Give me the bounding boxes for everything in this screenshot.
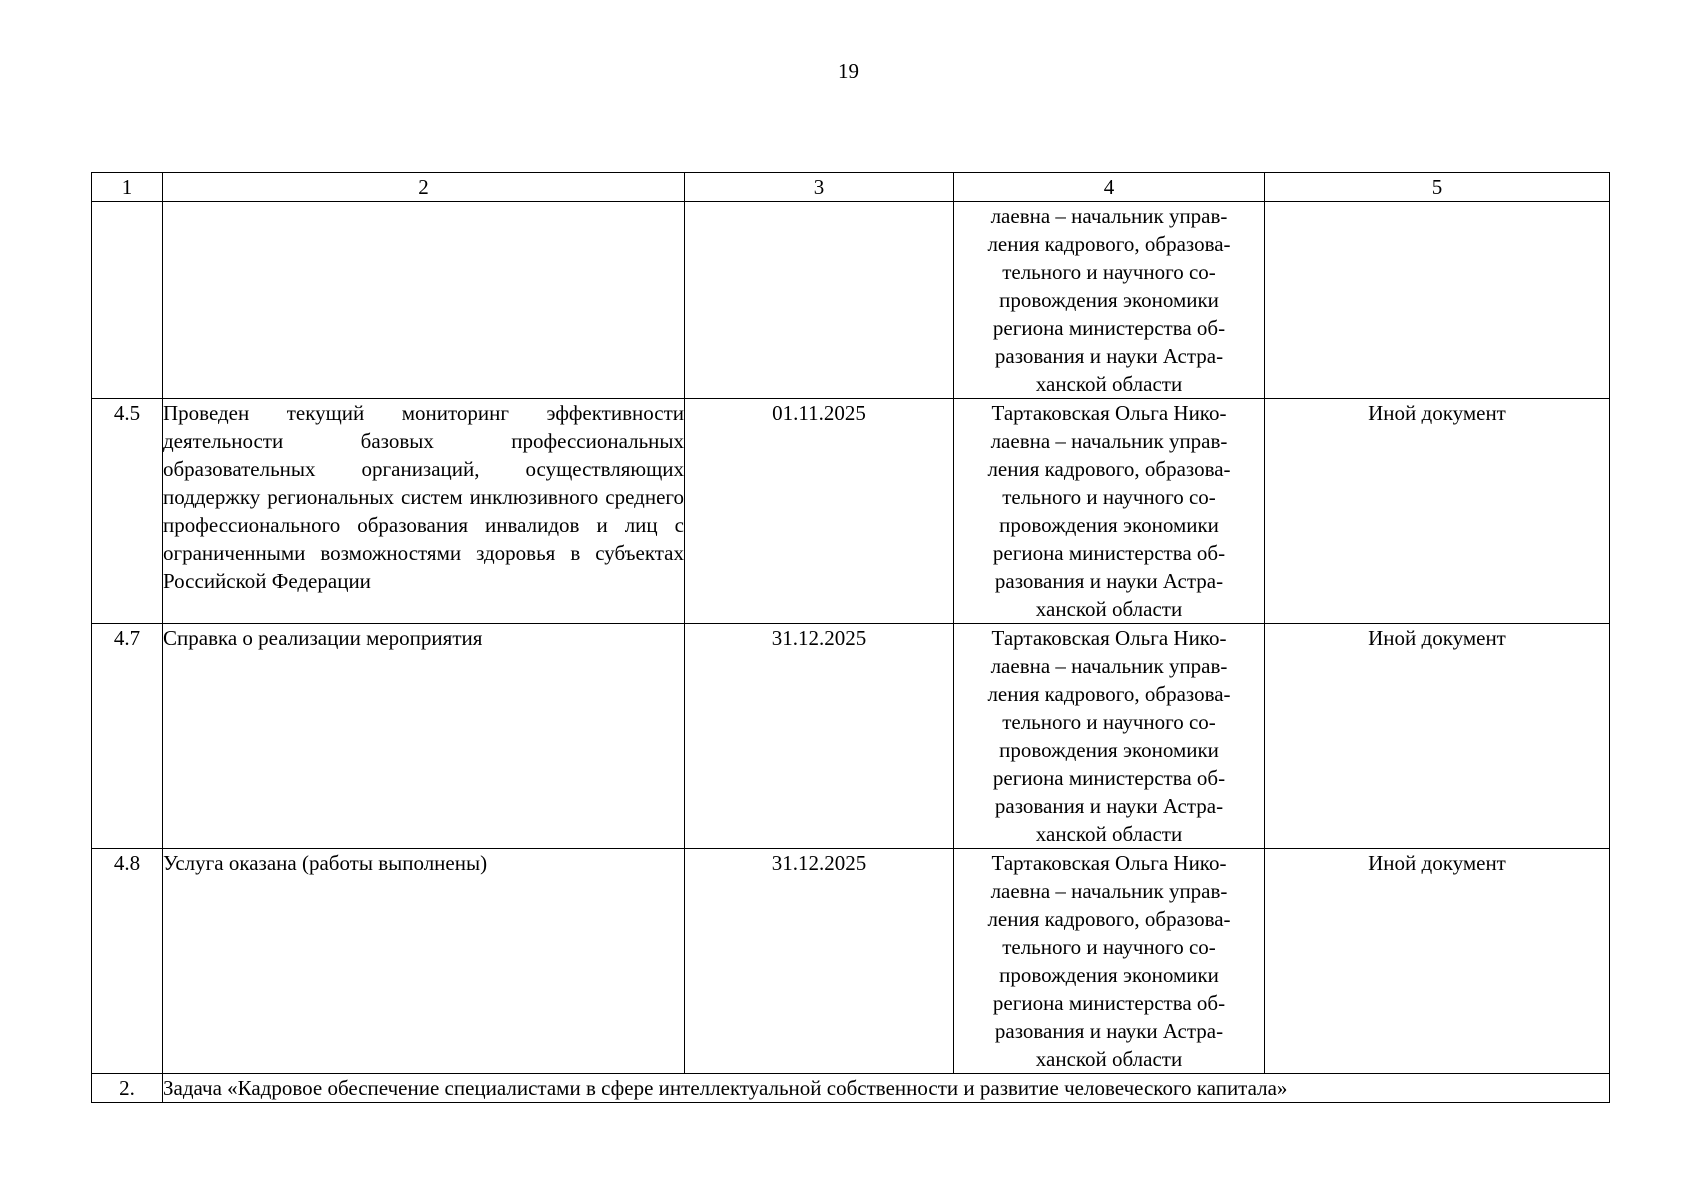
responsible-line: ления кадрового, образова- [987, 457, 1231, 481]
row-number-cell: 4.7 [92, 624, 163, 849]
row-doc-type-cell: Иной документ [1265, 399, 1610, 624]
responsible-line: ления кадрового, образова- [987, 907, 1231, 931]
responsible-line: Тартаковская Ольга Нико- [991, 626, 1227, 650]
responsible-line: ханской области [1035, 822, 1183, 846]
row-responsible-cell [954, 399, 1265, 624]
responsible-line: разования и науки Астра- [994, 569, 1224, 593]
responsible-line: провождения экономики [999, 738, 1219, 762]
responsible-line: ления кадрового, образова- [987, 682, 1231, 706]
responsible-line: региона министерства об- [992, 316, 1226, 340]
task-row [92, 1074, 1610, 1103]
task-number-cell: 2. [92, 1074, 163, 1103]
responsible-line: Тартаковская Ольга Нико- [991, 401, 1227, 425]
responsible-line: ханской области [1035, 597, 1183, 621]
responsible-line: региона министерства об- [992, 991, 1226, 1015]
responsible-line: Тартаковская Ольга Нико- [991, 851, 1227, 875]
row-number-cell [92, 202, 163, 399]
row-doc-type-cell [1265, 202, 1610, 399]
responsible-line: лаевна – начальник управ- [990, 204, 1228, 228]
responsible-line: тельного и научного со- [1002, 485, 1216, 509]
column-header-1: 1 [92, 173, 163, 202]
row-date-cell: 31.12.2025 [685, 624, 954, 849]
responsible-line: региона министерства об- [992, 766, 1226, 790]
row-description-cell [163, 202, 685, 399]
table-row-continuation [92, 202, 1610, 399]
responsible-line: тельного и научного со- [1002, 935, 1216, 959]
row-doc-type-cell: Иной документ [1265, 624, 1610, 849]
table-header-row [92, 173, 1610, 202]
row-doc-type-cell: Иной документ [1265, 849, 1610, 1074]
responsible-line: разования и науки Астра- [994, 794, 1224, 818]
column-header-3: 3 [685, 173, 954, 202]
table-row [92, 624, 1610, 849]
column-header-5: 5 [1265, 173, 1610, 202]
table-row [92, 849, 1610, 1074]
row-description-cell: Проведен текущий мониторинг эффективности деятельности базовых профессиональных образовательных организаций, осуществляющих поддержку региональных систем инклюзивного среднего профессионального образования инвалидов и лиц с ограниченными возможностями здоровья в субъектах Российской Федерации [163, 399, 685, 624]
responsible-line: провождения экономики [999, 963, 1219, 987]
row-responsible-cell [954, 202, 1265, 399]
row-responsible-cell [954, 849, 1265, 1074]
column-header-2: 2 [163, 173, 685, 202]
responsible-line: провождения экономики [999, 288, 1219, 312]
responsible-line: разования и науки Астра- [994, 344, 1224, 368]
table-row [92, 399, 1610, 624]
task-text-cell: Задача «Кадровое обеспечение специалистами в сфере интеллектуальной собственности и развитие человеческого капитала» [163, 1074, 1610, 1103]
row-description-cell: Справка о реализации мероприятия [163, 624, 685, 849]
responsible-line: лаевна – начальник управ- [990, 429, 1228, 453]
row-number-cell: 4.8 [92, 849, 163, 1074]
responsible-line: провождения экономики [999, 513, 1219, 537]
responsible-line: тельного и научного со- [1002, 710, 1216, 734]
responsible-line: региона министерства об- [992, 541, 1226, 565]
plan-table [91, 172, 1610, 1103]
responsible-line: лаевна – начальник управ- [990, 654, 1228, 678]
column-header-4: 4 [954, 173, 1265, 202]
responsible-line: ханской области [1035, 1047, 1183, 1071]
row-date-cell [685, 202, 954, 399]
responsible-line: лаевна – начальник управ- [990, 879, 1228, 903]
row-description-cell: Услуга оказана (работы выполнены) [163, 849, 685, 1074]
responsible-line: разования и науки Астра- [994, 1019, 1224, 1043]
row-date-cell: 01.11.2025 [685, 399, 954, 624]
responsible-line: ханской области [1035, 372, 1183, 396]
row-number-cell: 4.5 [92, 399, 163, 624]
row-responsible-cell [954, 624, 1265, 849]
row-date-cell: 31.12.2025 [685, 849, 954, 1074]
responsible-line: тельного и научного со- [1002, 260, 1216, 284]
page-number: 19 [838, 59, 859, 83]
responsible-line: ления кадрового, образова- [987, 232, 1231, 256]
